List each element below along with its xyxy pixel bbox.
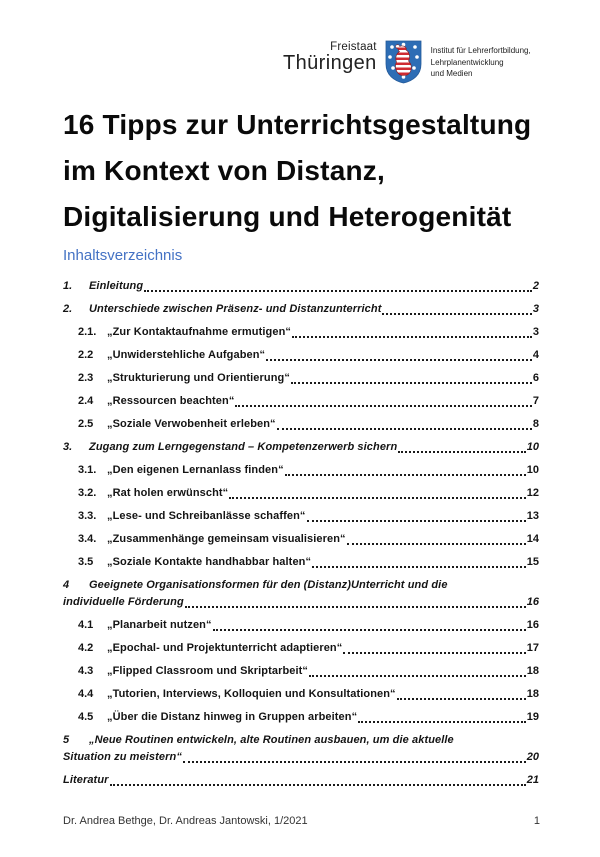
toc-dot-leader <box>397 698 526 700</box>
toc-entry-page: 4 <box>532 349 539 361</box>
toc-entry-label: „Zusammenhänge gemeinsam visualisieren“ <box>107 533 346 545</box>
toc-entry-line <box>78 347 539 364</box>
toc-entry-label: Situation zu meistern“ <box>63 751 182 763</box>
toc-entry-label: Zugang zum Lerngegenstand – Kompetenzerwerb sichern <box>89 441 398 453</box>
toc-entry-line <box>63 301 539 318</box>
toc-entry-label: „Unwiderstehliche Aufgaben“ <box>107 349 266 361</box>
toc-entry-line <box>78 663 539 680</box>
toc-entry-number: 4 <box>63 579 70 591</box>
toc-dot-leader <box>229 497 525 499</box>
toc-entry-line <box>78 531 539 548</box>
toc-entry-number: 2. <box>63 303 73 315</box>
toc-entry-line <box>78 709 539 726</box>
toc-entry[interactable] <box>63 640 539 657</box>
toc-entry[interactable] <box>63 416 539 433</box>
institute-line: und Medien <box>430 69 473 79</box>
toc-entry-label: Literatur <box>63 774 109 786</box>
footer-author: Dr. Andrea Bethge, Dr. Andreas Jantowski, 1/2021 <box>63 815 308 827</box>
toc-entry[interactable] <box>63 732 539 766</box>
toc-entry-line <box>78 554 539 571</box>
toc-entry[interactable] <box>63 531 539 548</box>
toc-entry-label: Geeignete Organisationsformen für den (Distanz)Unterricht und die <box>89 579 448 591</box>
toc-entry-line <box>78 640 539 657</box>
toc-dot-leader <box>343 652 525 654</box>
toc-entry-label: „Planarbeit nutzen“ <box>107 619 212 631</box>
toc-entry-page: 18 <box>526 665 539 677</box>
toc-dot-leader <box>110 784 526 786</box>
toc-entry-line <box>63 594 539 611</box>
toc-entry-number: 2.5 <box>78 418 94 430</box>
toc-dot-leader <box>185 606 526 608</box>
toc-list <box>63 278 539 795</box>
toc-heading: Inhaltsverzeichnis <box>63 247 183 264</box>
toc-entry-page: 2 <box>532 280 539 292</box>
toc-entry[interactable] <box>63 301 539 318</box>
toc-entry-page: 13 <box>526 510 539 522</box>
toc-entry-page: 16 <box>526 596 539 608</box>
toc-entry-page: 14 <box>526 533 539 545</box>
toc-entry-number: 2.1. <box>78 326 97 338</box>
toc-dot-leader <box>183 761 526 763</box>
toc-entry-number: 3.2. <box>78 487 97 499</box>
toc-entry-line <box>63 278 539 295</box>
toc-entry-page: 3 <box>532 303 539 315</box>
toc-entry-label: Unterschiede zwischen Präsenz- und Distanzunterricht <box>89 303 382 315</box>
document-title <box>63 102 553 240</box>
toc-entry[interactable] <box>63 462 539 479</box>
toc-entry-line <box>78 485 539 502</box>
toc-entry-line <box>63 772 539 789</box>
toc-entry-number: 3.3. <box>78 510 97 522</box>
toc-entry-page: 10 <box>526 441 539 453</box>
toc-entry[interactable] <box>63 709 539 726</box>
toc-entry-number: 2.4 <box>78 395 94 407</box>
toc-entry-page: 20 <box>526 751 539 763</box>
toc-entry-label: „Soziale Verwobenheit erleben“ <box>107 418 276 430</box>
toc-entry-number: 3.5 <box>78 556 94 568</box>
toc-entry[interactable] <box>63 370 539 387</box>
toc-entry[interactable] <box>63 617 539 634</box>
toc-entry-line <box>78 370 539 387</box>
toc-entry-line <box>63 749 539 766</box>
toc-entry-number: 4.1 <box>78 619 94 631</box>
title-line: 16 Tipps zur Unterrichtsgestaltung <box>63 109 532 140</box>
toc-entry-number: 3.1. <box>78 464 97 476</box>
toc-entry[interactable] <box>63 278 539 295</box>
toc-entry-line <box>78 617 539 634</box>
toc-entry-page: 21 <box>526 774 539 786</box>
toc-entry[interactable] <box>63 485 539 502</box>
title-line: im Kontext von Distanz, <box>63 155 385 186</box>
state-wordmark <box>283 41 377 75</box>
toc-entry-line <box>78 324 539 341</box>
toc-entry-label: individuelle Förderung <box>63 596 184 608</box>
toc-entry-page: 17 <box>526 642 539 654</box>
toc-entry[interactable] <box>63 772 539 789</box>
toc-dot-leader <box>309 675 526 677</box>
toc-entry-label: „Strukturierung und Orientierung“ <box>107 372 290 384</box>
header-logo <box>283 38 531 84</box>
toc-entry[interactable] <box>63 686 539 703</box>
toc-entry[interactable] <box>63 324 539 341</box>
toc-entry-label: „Zur Kontaktaufnahme ermutigen“ <box>107 326 292 338</box>
thuringia-coat-of-arms-icon <box>385 40 422 84</box>
toc-dot-leader <box>266 359 532 361</box>
toc-entry-line <box>63 732 539 749</box>
toc-entry[interactable] <box>63 439 539 456</box>
toc-entry-page: 15 <box>526 556 539 568</box>
toc-entry-page: 3 <box>532 326 539 338</box>
toc-entry[interactable] <box>63 393 539 410</box>
toc-entry[interactable] <box>63 508 539 525</box>
toc-entry-label: Einleitung <box>89 280 144 292</box>
toc-dot-leader <box>398 451 525 453</box>
state-wordmark-top: Freistaat <box>330 41 377 53</box>
toc-dot-leader <box>285 474 526 476</box>
toc-entry-number: 2.2 <box>78 349 94 361</box>
toc-entry-line <box>78 686 539 703</box>
toc-entry-number: 2.3 <box>78 372 94 384</box>
toc-entry-page: 12 <box>526 487 539 499</box>
toc-entry-number: 4.5 <box>78 711 94 723</box>
title-line: Digitalisierung und Heterogenität <box>63 201 512 232</box>
toc-entry-label: „Den eigenen Lernanlass finden“ <box>107 464 284 476</box>
toc-entry-page: 10 <box>526 464 539 476</box>
toc-entry-label: „Flipped Classroom und Skriptarbeit“ <box>107 665 309 677</box>
toc-entry-page: 16 <box>526 619 539 631</box>
toc-entry-label: „Über die Distanz hinweg in Gruppen arbeiten“ <box>107 711 358 723</box>
institute-line: Institut für Lehrerfortbildung, <box>430 46 531 55</box>
toc-entry-label: „Epochal- und Projektunterricht adaptieren“ <box>107 642 343 654</box>
toc-entry-page: 8 <box>532 418 539 430</box>
toc-entry-page: 19 <box>526 711 539 723</box>
toc-entry-label: „Soziale Kontakte handhabbar halten“ <box>107 556 312 568</box>
toc-dot-leader <box>312 566 526 568</box>
toc-entry-label: „Neue Routinen entwickeln, alte Routinen ausbauen, um die aktuelle <box>89 734 454 746</box>
toc-entry-line <box>78 462 539 479</box>
toc-entry-page: 18 <box>526 688 539 700</box>
page-footer <box>63 815 540 827</box>
toc-entry-number: 1. <box>63 280 73 292</box>
toc-dot-leader <box>291 382 532 384</box>
toc-entry-label: „Ressourcen beachten“ <box>107 395 235 407</box>
toc-dot-leader <box>347 543 526 545</box>
state-wordmark-name: Thüringen <box>283 52 377 74</box>
toc-entry-line <box>63 577 539 594</box>
toc-entry-number: 4.2 <box>78 642 94 654</box>
toc-entry-number: 4.4 <box>78 688 94 700</box>
toc-entry-line <box>78 508 539 525</box>
toc-entry-label: „Tutorien, Interviews, Kolloquien und Konsultationen“ <box>107 688 396 700</box>
toc-entry-number: 3. <box>63 441 73 453</box>
toc-entry-number: 5 <box>63 734 70 746</box>
toc-entry-label: „Rat holen erwünscht“ <box>107 487 229 499</box>
toc-dot-leader <box>277 428 532 430</box>
toc-dot-leader <box>213 629 526 631</box>
toc-entry-page: 7 <box>532 395 539 407</box>
toc-dot-leader <box>235 405 531 407</box>
toc-entry[interactable] <box>63 554 539 571</box>
toc-entry-number: 3.4. <box>78 533 97 545</box>
toc-dot-leader <box>144 290 532 292</box>
toc-dot-leader <box>292 336 532 338</box>
toc-entry-label: „Lese- und Schreibanlässe schaffen“ <box>107 510 306 522</box>
toc-entry-line <box>78 416 539 433</box>
toc-entry-number: 4.3 <box>78 665 94 677</box>
toc-entry-line <box>78 393 539 410</box>
toc-entry[interactable] <box>63 577 539 611</box>
toc-entry-line <box>63 439 539 456</box>
toc-entry[interactable] <box>63 663 539 680</box>
institute-line: Lehrplanentwicklung <box>430 57 504 67</box>
footer-page-number: 1 <box>533 815 540 827</box>
toc-dot-leader <box>307 520 526 522</box>
toc-entry[interactable] <box>63 347 539 364</box>
institute-name <box>431 45 531 80</box>
toc-dot-leader <box>382 313 531 315</box>
toc-dot-leader <box>358 721 526 723</box>
toc-entry-page: 6 <box>532 372 539 384</box>
